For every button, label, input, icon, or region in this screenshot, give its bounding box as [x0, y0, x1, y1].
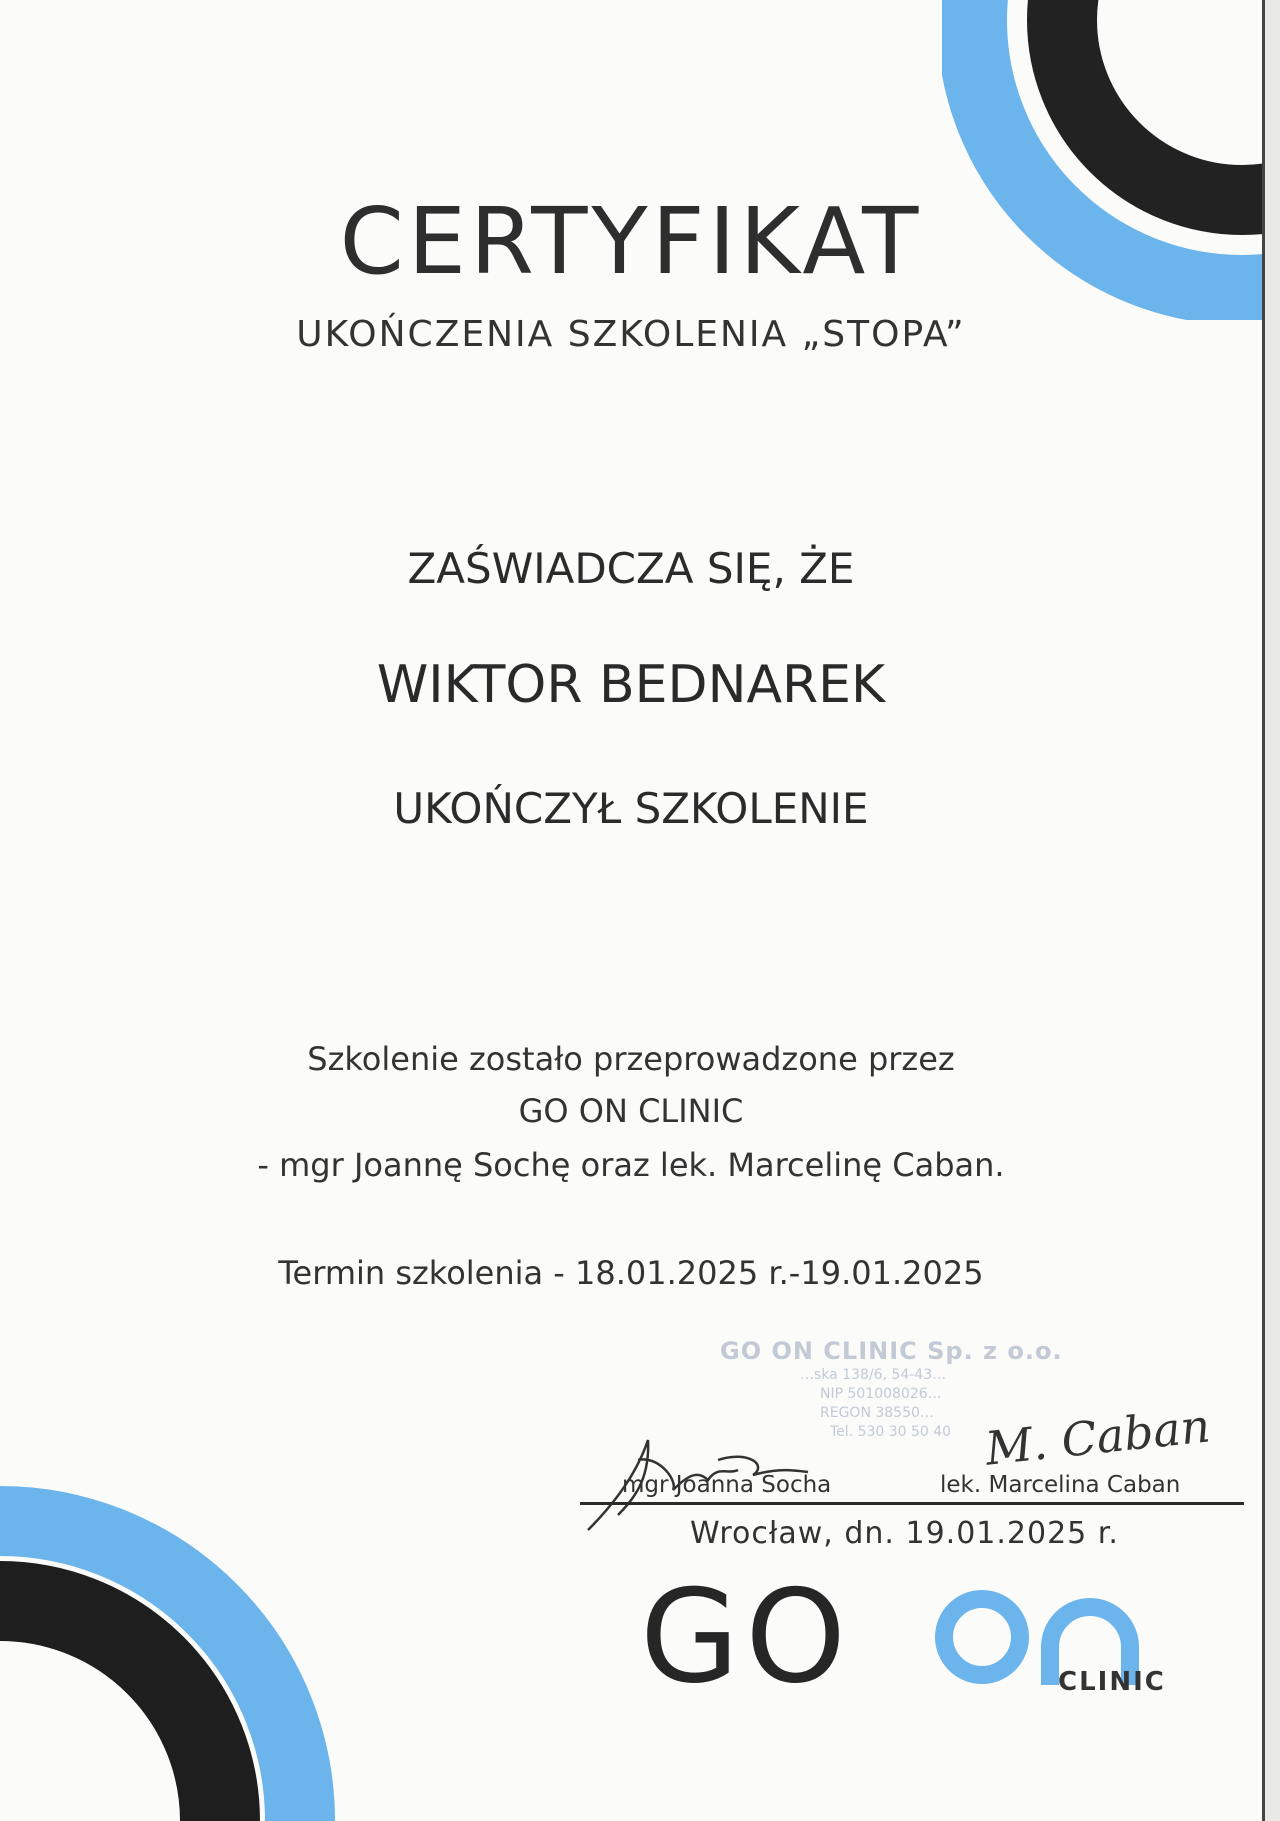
recipient-name: WIKTOR BEDNAREK: [376, 655, 886, 715]
go-on-clinic-logo: [640, 1563, 1180, 1712]
certificate-subtitle: UKOŃCZENIA SZKOLENIA „STOPA”: [296, 314, 966, 355]
certificate-title: CERTYFIKAT: [339, 188, 923, 295]
signature-left-label: mgr Joanna Socha: [622, 1472, 832, 1498]
stamp-nip: NIP 501008026…: [820, 1386, 942, 1402]
trainers-line: - mgr Joannę Sochę oraz lek. Marcelinę Caban.: [257, 1146, 1005, 1184]
decorative-arc-bottom-left: [0, 1461, 340, 1821]
logo-clinic-text: CLINIC: [1058, 1667, 1166, 1697]
organizer-line: GO ON CLINIC: [518, 1092, 744, 1130]
logo-go-text: GO: [640, 1563, 852, 1712]
signature-right-label: lek. Marcelina Caban: [940, 1472, 1181, 1498]
conducted-by-line: Szkolenie zostało przeprowadzone przez: [307, 1040, 955, 1078]
attest-line: ZAŚWIADCZA SIĘ, ŻE: [407, 544, 855, 593]
training-term: Termin szkolenia - 18.01.2025 r.-19.01.2025: [278, 1254, 984, 1292]
signature-right: M. Caban: [982, 1398, 1213, 1476]
stamp-regon: REGON 38550…: [820, 1405, 934, 1421]
place-date: Wrocław, dn. 19.01.2025 r.: [690, 1516, 1119, 1551]
stamp-company: GO ON CLINIC Sp. z o.o.: [720, 1337, 1063, 1365]
completed-line: UKOŃCZYŁ SZKOLENIE: [393, 784, 869, 833]
stamp-tel: Tel. 530 30 50 40: [830, 1424, 952, 1440]
stamp-address: …ska 138/6, 54-43…: [800, 1367, 947, 1383]
signature-line: [580, 1502, 1244, 1505]
